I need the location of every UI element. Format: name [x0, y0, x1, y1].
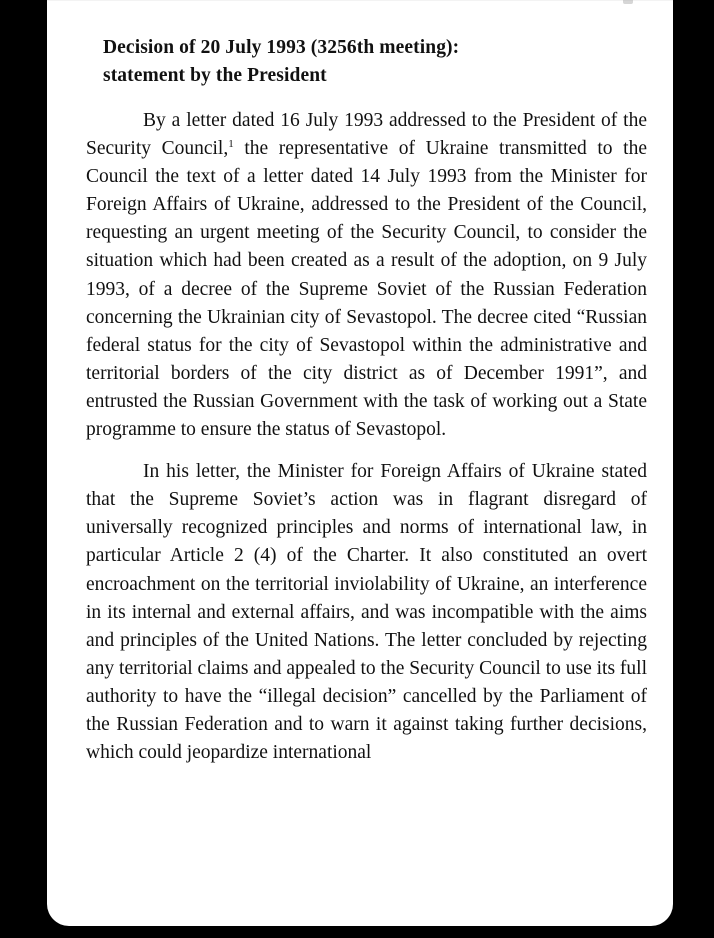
heading-line-2: statement by the President — [103, 65, 327, 86]
document-card — [47, 0, 673, 926]
section-heading — [103, 34, 647, 90]
paragraph-1-text-b: the representative of Ukraine transmitted to the Council the text of a letter dated 14 July 1993 from the Minister for Foreign Affairs of Ukraine, addressed to the President of the Council, requesting an urgent meeting of the Security Council, to consider the situation which had been created as a result of the adoption, on 9 July 1993, of a decree of the Supreme Soviet of the Russian Federation concerning the Ukrainian city of Sevastopol. The decree cited “Russian federal status for the city of Sevastopol within the administrative and territorial borders of the city district as of December 1991”, and entrusted the Russian Government with the task of working out a State programme to ensure the status of Sevastopol. — [86, 138, 648, 441]
heading-line-1: Decision of 20 July 1993 (3256th meeting): — [103, 37, 460, 58]
paragraph-1-text-a: By a letter dated 16 July 1993 addressed to the President of the Security Council, — [86, 110, 647, 160]
paragraph-1 — [86, 107, 647, 444]
paragraph-2: In his letter, the Minister for Foreign Affairs of Ukraine stated that the Supreme Soviet’s action was in flagrant disregard of universally recognized principles and norms of international law, in particular Article 2 (4) of the Charter. It also constituted an overt encroachment on the territorial inviolability of Ukraine, an interference in its internal and external affairs, and was incompatible with the aims and principles of the United Nations. The letter concluded by rejecting any territorial claims and appealed to the Security Council to use its full authority to have the “illegal decision” cancelled by the Parliament of the Russian Federation and to warn it against taking further decisions, which could jeopardize international — [86, 461, 648, 764]
footnote-marker[interactable]: 1 — [228, 138, 234, 151]
document-body — [86, 34, 647, 781]
page-edge-mark — [623, 0, 633, 4]
